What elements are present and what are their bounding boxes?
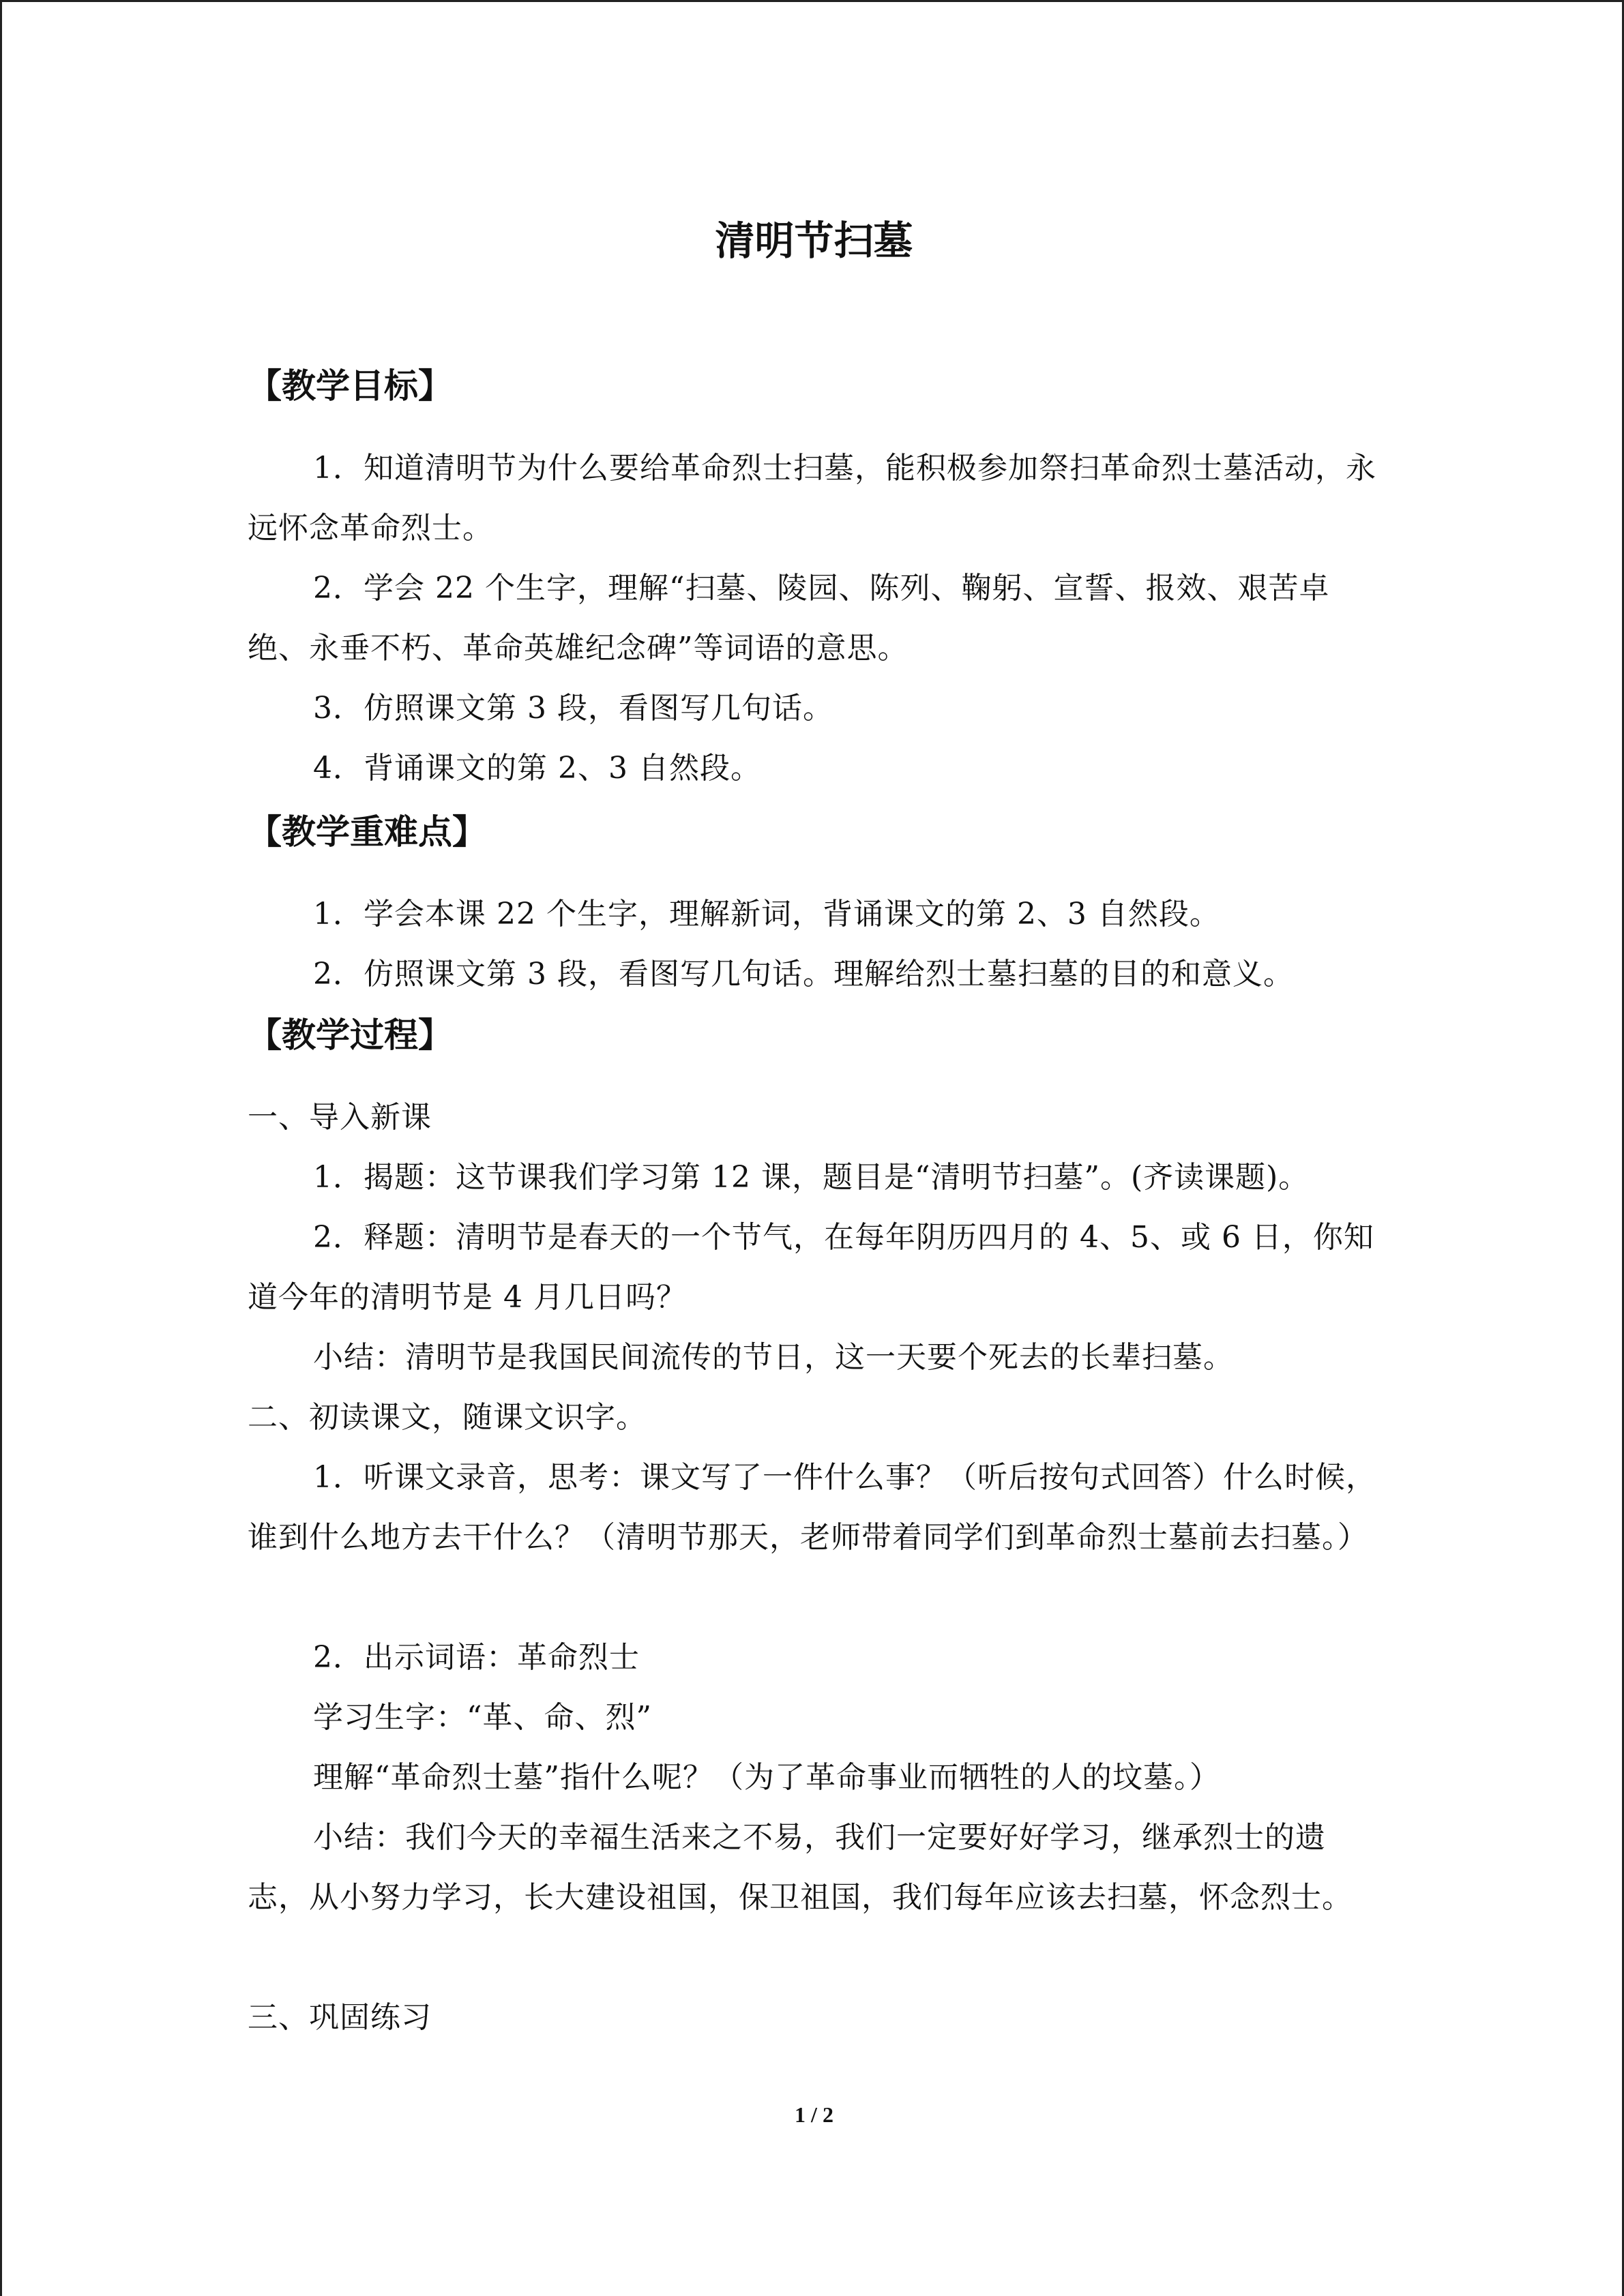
- goal-item-2: 2．学会 22 个生字，理解“扫墓、陵园、陈列、鞠躬、宣誓、报效、艰苦卓绝、永垂不朽、革命英雄纪念碑”等词语的意思。: [248, 571, 1330, 666]
- goal-item-1: 1．知道清明节为什么要给革命烈士扫墓，能积极参加祭扫革命烈士墓活动，永远怀念革命烈士。: [248, 451, 1376, 546]
- process-part1-item-1: 1．揭题：这节课我们学习第 12 课，题目是“清明节扫墓”。(齐读课题)。: [313, 1160, 1310, 1195]
- process-part3-title: 三、巩固练习: [248, 2000, 432, 2035]
- document-title: 清明节扫墓: [715, 218, 913, 264]
- section-heading-goals: 【教学目标】: [248, 366, 452, 406]
- goal-item-4: 4．背诵课文的第 2、3 自然段。: [313, 751, 761, 786]
- process-part2-summary: 小结：我们今天的幸福生活来之不易，我们一定要好好学习，继承烈士的遗志，从小努力学习，长大建设祖国，保卫祖国，我们每年应该去扫墓，怀念烈士。: [248, 1820, 1353, 1915]
- section-heading-difficulties: 【教学重难点】: [248, 812, 486, 852]
- process-part2-item-4: 理解“革命烈士墓”指什么呢？（为了革命事业而牺牲的人的坟墓。）: [313, 1760, 1220, 1795]
- process-part2-item-1: 1．听课文录音，思考：课文写了一件什么事？（听后按句式回答）什么时候，谁到什么地方去干什么？（清明节那天，老师带着同学们到革命烈士墓前去扫墓。）: [248, 1460, 1376, 1555]
- difficulty-item-1: 1．学会本课 22 个生字，理解新词，背诵课文的第 2、3 自然段。: [313, 897, 1220, 931]
- process-part2-title: 二、初读课文，随课文识字。: [248, 1400, 647, 1435]
- difficulty-item-2: 2．仿照课文第 3 段，看图写几句话。理解给烈士墓扫墓的目的和意义。: [313, 957, 1294, 992]
- goal-item-3: 3．仿照课文第 3 段，看图写几句话。: [313, 691, 833, 726]
- process-part2-item-2: 2．出示词语：革命烈士: [313, 1640, 640, 1675]
- process-part1-item-2: 2．释题：清明节是春天的一个节气，在每年阴历四月的 4、5、或 6 日，你知道今年的清明节是 4 月几日吗？: [248, 1220, 1374, 1315]
- process-part1-title: 一、导入新课: [248, 1100, 432, 1135]
- process-part1-summary: 小结：清明节是我国民间流传的节日，这一天要个死去的长辈扫墓。: [313, 1340, 1234, 1375]
- section-heading-process: 【教学过程】: [248, 1015, 452, 1055]
- process-part2-item-3: 学习生字：“革、命、烈”: [313, 1700, 652, 1735]
- page-indicator: 1 / 2: [795, 2102, 833, 2127]
